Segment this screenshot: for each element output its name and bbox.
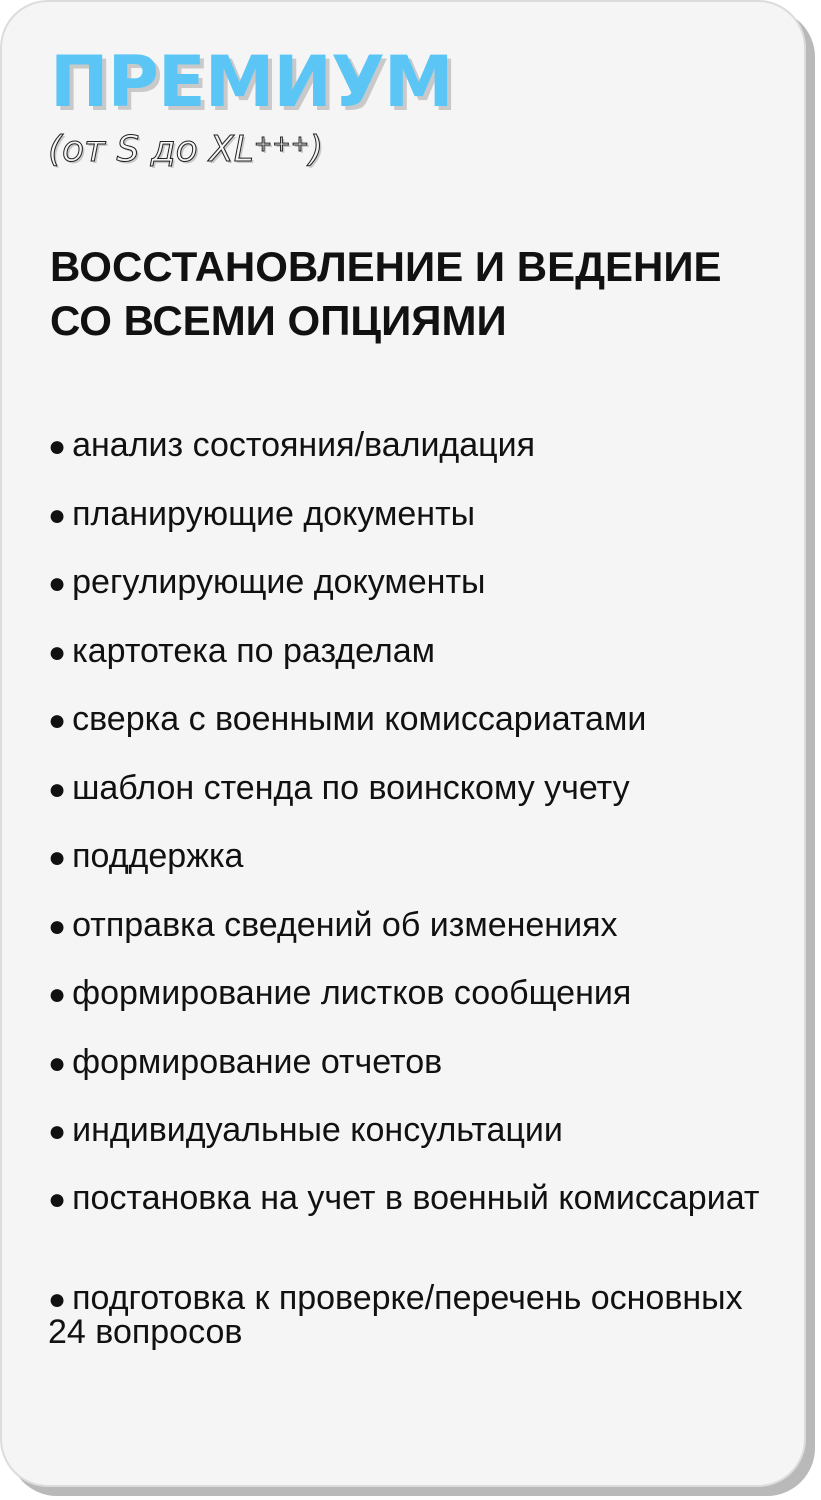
list-item — [48, 696, 788, 765]
feature-text: подготовка к проверке/перечень основных 24 вопросов — [48, 1278, 743, 1351]
bullet-icon: ● — [48, 1182, 67, 1216]
feature-text: формирование отчетов — [72, 1042, 443, 1081]
bullet-icon: ● — [48, 841, 67, 874]
list-item — [48, 559, 788, 628]
bullet-icon: ● — [48, 567, 67, 600]
service-heading: ВОССТАНОВЛЕНИЕ И ВЕДЕНИЕ СО ВСЕМИ ОПЦИЯМИ — [50, 243, 722, 344]
list-item — [48, 833, 788, 902]
list-item — [48, 1178, 788, 1282]
size-range-subtitle — [48, 120, 323, 175]
list-item — [48, 1278, 788, 1382]
feature-text: отправка сведений об изменениях — [72, 905, 618, 944]
bullet-icon: ● — [48, 909, 67, 943]
bullet-icon: ● — [48, 430, 67, 463]
bullet-icon: ● — [48, 704, 67, 737]
list-item — [48, 970, 788, 1039]
feature-text: картотека по разделам — [72, 631, 436, 670]
bullet-icon: ● — [48, 978, 67, 1011]
list-item — [48, 491, 788, 560]
list-item — [48, 765, 788, 834]
feature-text: формирование листков сообщения — [72, 974, 632, 1012]
feature-text: планирующие документы — [72, 494, 476, 533]
feature-text: поддержка — [72, 837, 244, 875]
bullet-icon: ● — [48, 635, 67, 669]
subtitle-suffix: ) — [309, 129, 324, 170]
feature-text: шаблон стенда по воинскому учету — [72, 768, 630, 807]
list-item — [48, 902, 788, 971]
bullet-icon: ● — [48, 1046, 67, 1080]
list-item — [48, 422, 788, 491]
feature-text: анализ состояния/валидация — [72, 426, 536, 464]
subtitle-prefix: (от S до XL — [48, 129, 254, 170]
feature-list — [48, 422, 788, 1382]
tariff-title: ПРЕМИУМ — [50, 41, 453, 123]
bullet-icon: ● — [48, 772, 67, 806]
bullet-icon: ● — [48, 1115, 67, 1148]
bullet-icon: ● — [48, 498, 67, 532]
feature-text: сверка с военными комиссариатами — [72, 700, 647, 738]
subtitle-superscript: +++ — [253, 132, 310, 157]
feature-text: индивидуальные консультации — [72, 1111, 563, 1149]
list-item — [48, 1107, 788, 1176]
list-item — [48, 628, 788, 697]
list-item — [48, 1039, 788, 1108]
feature-text: регулирующие документы — [72, 563, 486, 601]
bullet-icon: ● — [48, 1282, 67, 1316]
feature-text: постановка на учет в военный комиссариат — [72, 1178, 760, 1217]
